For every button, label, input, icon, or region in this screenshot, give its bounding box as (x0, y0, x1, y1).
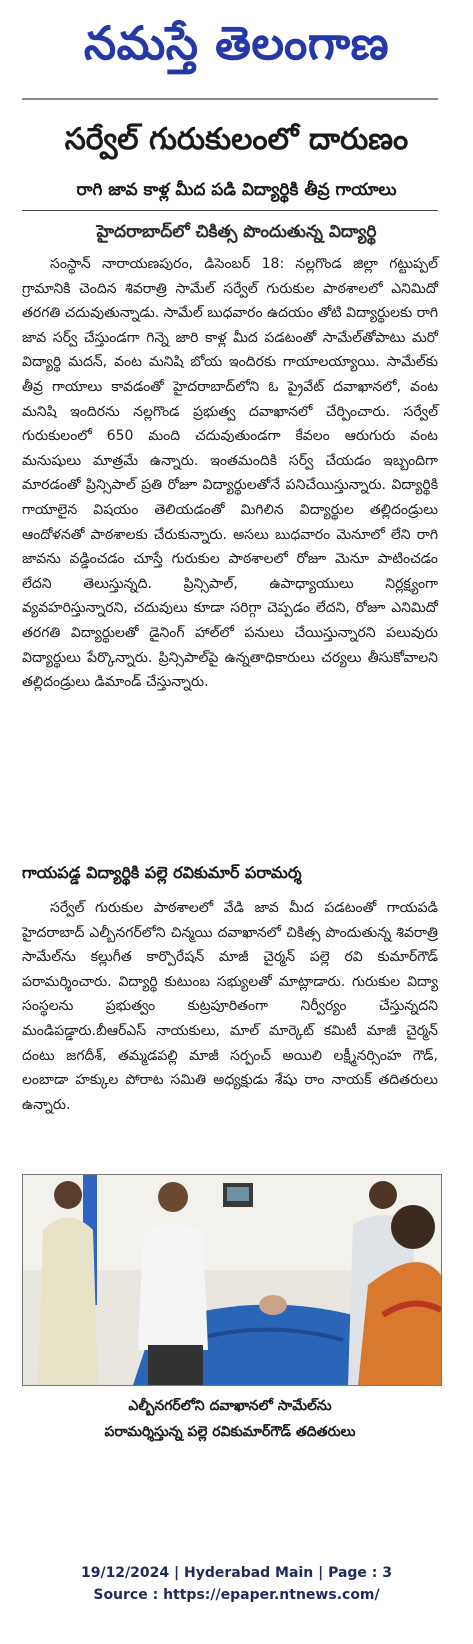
article-photo (22, 1174, 442, 1386)
page-footer (0, 1562, 473, 1606)
masthead-title: నమస్తే తెలంగాణ (83, 16, 390, 70)
caption-line-2: పరామర్శిస్తున్న పల్లె రవికుమార్‌గౌడ్ తదితరులు (104, 1424, 356, 1440)
article-paragraph-1: సంస్థాన్ నారాయణపురం, డిసెంబర్ 18: నల్లగొండ జిల్లా గట్టుప్పల్ గ్రామానికి చెందిన శివరాత్రి సామేల్ సర్వేల్ గురుకుల పాఠశాలలో ఎనిమిదో తరగతి చదువుతున్నాడు. సామేల్ బుధవారం ఉదయం తోటి విద్యార్థులకు రాగి జావ సర్వ్ చేస్తుండగా గిన్నె జారి కాళ్ల మీద పడటంతో సామేల్‌తోపాటు మరో విద్యార్థి మదన్, వంట మనిషి బోయ ఇందిరకు గాయాలయ్యాయి. సామేల్‌కు తీవ్ర గాయాలు కావడంతో హైదరాబాద్‌లోని ఓ ప్రైవేట్ దవాఖానలో, వంట మనిషి ఇందిరను నల్లగొండ ప్రభుత్వ దవాఖానలో చేర్పించారు. సర్వేల్ గురుకులంలో 650 మంది చదువుతుండగా కేవలం ఆరుగురు వంట మనుషులు మాత్రమే ఉన్నారు. ఇంతమందికి సర్వ్ చేయడం ఇబ్బందిగా మారడంతో ప్రిన్సిపాల్ ప్రతి రోజూ విద్యార్థులతోనే పనిచేయిస్తున్నారు. విద్యార్థికి గాయాలైన విషయం తెలియడంతో మిగిలిన విద్యార్థుల తల్లిదండ్రులు ఆందోళనతో పాఠశాలకు చేరుకున్నారు. అసలు బుధవారం మెనూలో లేని రాగి జావను వడ్డించడం చూస్తే గురుకుల పాఠశాలలో రోజూ మెనూ పాటించడం లేదని తెలుస్తున్నది. ప్రిన్సిపాల్, ఉపాధ్యాయులు నిర్లక్ష్యంగా వ్యవహరిస్తున్నారని, చదువులు కూడా సరిగ్గా చెప్పడం లేదని, రోజూ ఎనిమిదో తరగతి విద్యార్థులతో డైనింగ్ హాల్‌లో పనులు చేయిస్తున్నారని పలువురు విద్యార్థులు పేర్కొన్నారు. ప్రిన్సిపాల్‌పై ఉన్నతాధికారులు చర్యలు తీసుకోవాలని తల్లిదండ్రులు డిమాండ్ చేస్తున్నారు. (22, 256, 438, 691)
article-paragraph-2: సర్వేల్ గురుకుల పాఠశాలలో వేడి జావ మీద పడటంతో గాయపడి హైదరాబాద్ ఎల్బీనగర్‌లోని చిన్మయి దవాఖానలో చికిత్స పొందుతున్న శివరాత్రి సామేల్‌ను కల్లుగీత కార్పొరేషన్ మాజీ చైర్మన్ పల్లె రవి కుమార్‌గౌడ్ పరామర్శించారు. విద్యార్థి కుటుంబ సభ్యులతో మాట్లాడారు. గురుకుల విద్యా సంస్థలను ప్రభుత్వం కుట్రపూరితంగా నిర్వీర్యం చేస్తున్నదని మండిపడ్డారు.బీఆర్‌ఎస్ నాయకులు, మాల్ మార్కెట్ కమిటీ మాజీ చైర్మన్ దంటు జగదీశ్, తమ్మడపల్లి మాజీ సర్పంచ్ అయిలి లక్ష్మీనర్సింహ గౌడ్, లంబాడా హక్కుల పోరాట సమితి అధ్యక్షుడు శేషు రాం నాయక్ తదితరులు ఉన్నారు. (22, 900, 438, 1113)
article-headline: సర్వేల్ గురుకులంలో దారుణం (64, 122, 409, 157)
article-subheadline: రాగి జావ కాళ్ల మీద పడి విద్యార్థికి తీవ్ర గాయాలు (76, 180, 397, 200)
footer-edition-info: 19/12/2024 | Hyderabad Main | Page : 3 (80, 1565, 393, 1581)
masthead-divider (22, 98, 438, 100)
footer-source-link[interactable]: Source : https://epaper.ntnews.com/ (93, 1587, 380, 1603)
photo-caption (22, 1393, 438, 1445)
subheadline-divider (22, 210, 438, 211)
hospital-visit-photo (23, 1175, 441, 1385)
caption-line-1: ఎల్బీనగర్‌లోని దవాఖానలో సామేల్‌ను (128, 1398, 332, 1414)
article-kicker: హైదరాబాద్‌లో చికిత్స పొందుతున్న విద్యార్థి (96, 222, 377, 242)
article-subhead-2: గాయపడ్డ విద్యార్థికి పల్లె రవికుమార్ పరామర్శ (22, 863, 302, 882)
